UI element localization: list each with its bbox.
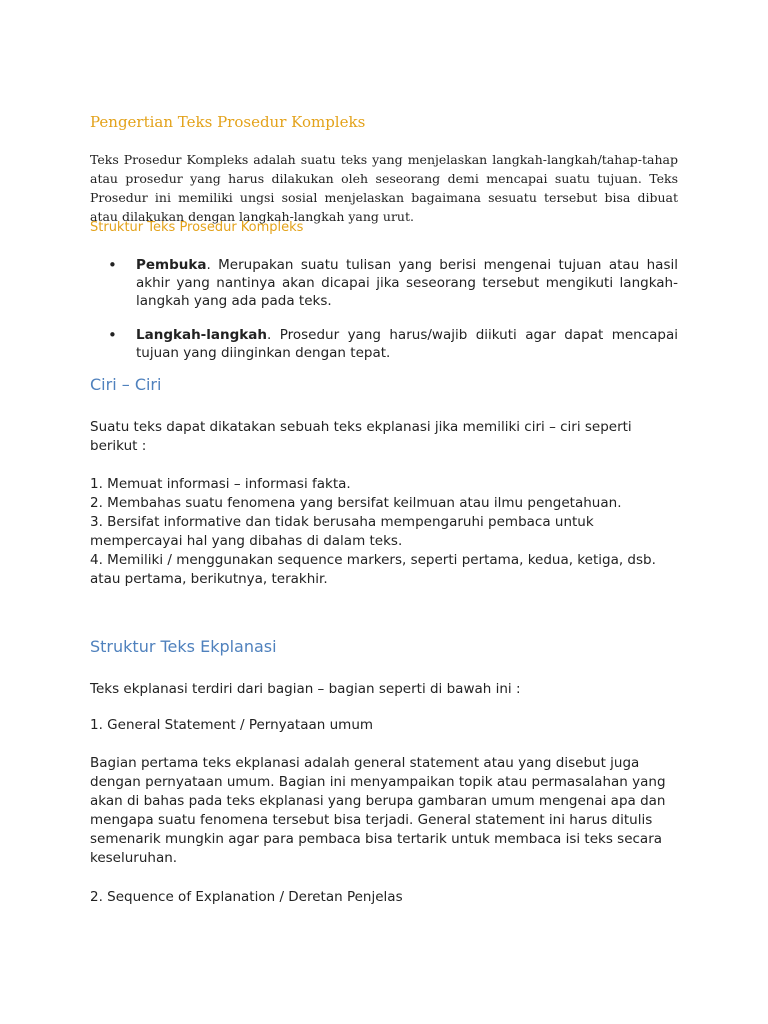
bullet-item-langkah: [90, 326, 678, 362]
document-title: Pengertian Teks Prosedur Kompleks: [90, 113, 366, 131]
ciri-item: 2. Membahas suatu fenomena yang bersifat keilmuan atau ilmu pengetahuan.: [90, 495, 622, 511]
bullet-item-pembuka: [90, 256, 678, 310]
ciri-list: [90, 475, 678, 589]
ciri-item: 1. Memuat informasi – informasi fakta.: [90, 476, 351, 492]
ciri-heading: Ciri – Ciri: [90, 375, 162, 394]
bullet-term: Langkah-langkah: [136, 327, 267, 343]
bullet-term: Pembuka: [136, 257, 207, 273]
struktur-ekplanasi-heading: Struktur Teks Ekplanasi: [90, 637, 277, 656]
section-item-1: 1. General Statement / Pernyataan umum: [90, 717, 374, 733]
ciri-intro: Suatu teks dapat dikatakan sebuah teks ekplanasi jika memiliki ciri – ciri seperti berikut :: [90, 419, 632, 454]
struktur-prosedur-heading: Struktur Teks Prosedur Kompleks: [90, 220, 304, 235]
bullet-text: . Prosedur yang harus/wajib diikuti agar dapat mencapai tujuan yang diinginkan dengan tepat.: [136, 327, 678, 361]
bullet-text: . Merupakan suatu tulisan yang berisi mengenai tujuan atau hasil akhir yang nantinya akan dicapai jika seseorang tersebut mengikuti langkah-langkah yang ada pada teks.: [136, 257, 678, 309]
struktur-bullet-list: [90, 256, 678, 378]
bullet-dot-icon: •: [108, 326, 117, 344]
intro-paragraph: Teks Prosedur Kompleks adalah suatu teks yang menjelaskan langkah-langkah/tahap-tahap atau prosedur yang harus dilakukan oleh seseorang demi mencapai suatu tujuan. Teks Prosedur ini memiliki ungsi sosial menjelaskan bagaimana sesuatu tersebut bisa dibuat atau dilakukan dengan langkah-langkah yang urut.: [90, 152, 678, 224]
ciri-item: 4. Memiliki / menggunakan sequence markers, seperti pertama, kedua, ketiga, dsb. atau pertama, berikutnya, terakhir.: [90, 552, 656, 587]
bullet-dot-icon: •: [108, 256, 117, 274]
ciri-item: 3. Bersifat informative dan tidak berusaha mempengaruhi pembaca untuk mempercayai hal yang dibahas di dalam teks.: [90, 514, 594, 549]
ekplanasi-intro: Teks ekplanasi terdiri dari bagian – bagian seperti di bawah ini :: [90, 681, 521, 697]
section-item-2: 2. Sequence of Explanation / Deretan Penjelas: [90, 889, 403, 905]
section-item-1-description: Bagian pertama teks ekplanasi adalah general statement atau yang disebut juga dengan pernyataan umum. Bagian ini menyampaikan topik atau permasalahan yang akan di bahas pada teks ekplanasi yang berupa gambaran umum mengenai apa dan mengapa suatu fenomena tersebut bisa terjadi. General statement ini harus ditulis semenarik mungkin agar para pembaca bisa tertarik untuk membaca isi teks secara keseluruhan.: [90, 755, 666, 866]
